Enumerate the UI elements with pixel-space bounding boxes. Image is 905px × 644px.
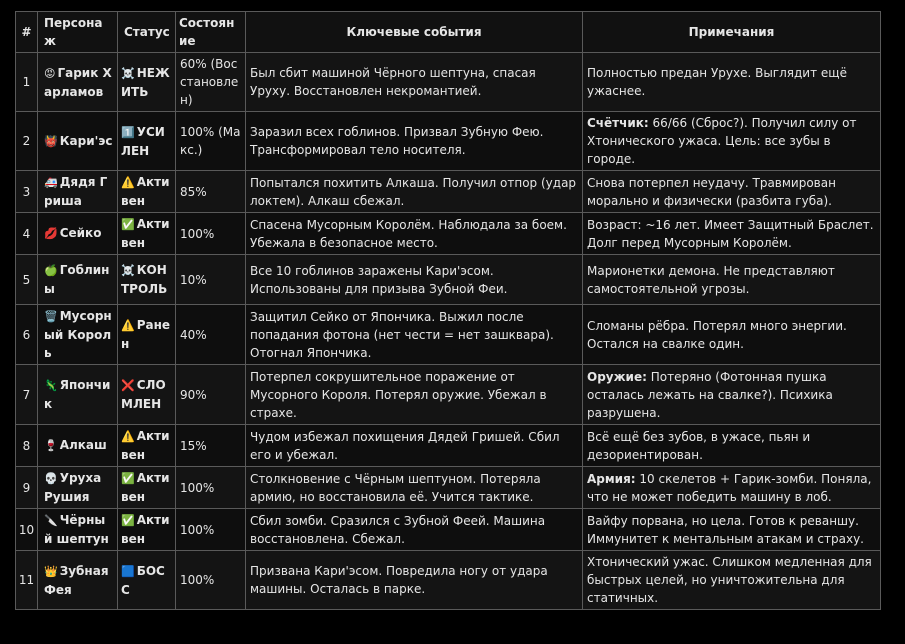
- status-label: Активен: [121, 217, 170, 250]
- character-status-table: [15, 11, 881, 610]
- state-value: 40%: [176, 305, 246, 365]
- status-label: Активен: [121, 175, 170, 208]
- table-row: [16, 467, 881, 509]
- notes-cell: [583, 425, 881, 467]
- character-emoji-icon: 💀: [44, 472, 58, 485]
- character-emoji-icon: 🗑️: [44, 310, 58, 323]
- notes-cell: [583, 509, 881, 551]
- status-emoji-icon: ✅: [121, 472, 135, 485]
- header-notes: Примечания: [583, 12, 881, 53]
- character-name-cell: [38, 255, 118, 305]
- notes-cell: [583, 551, 881, 610]
- key-events-text: Сбил зомби. Сразился с Зубной Феей. Машина восстановлена. Сбежал.: [246, 509, 583, 551]
- character-emoji-icon: 👹: [44, 134, 58, 148]
- status-emoji-icon: 1️⃣: [121, 125, 135, 139]
- state-value: 60% (Восстановлен): [176, 53, 246, 112]
- notes-text: 66/66 (Сброс?). Получил силу от Хтонического ужаса. Цель: все зубы в городе.: [587, 116, 857, 166]
- status-cell: [118, 551, 176, 610]
- notes-text: Вайфу порвана, но цела. Готов к реваншу. Иммунитет к ментальным атакам и страху.: [587, 513, 864, 546]
- row-number: 4: [16, 213, 38, 255]
- character-name: Зубная Фея: [44, 563, 109, 597]
- key-events-text: Призвана Кари'эсом. Повредила ногу от удара машины. Осталась в парке.: [246, 551, 583, 610]
- row-number: 8: [16, 425, 38, 467]
- state-value: 100% (Макс.): [176, 112, 246, 171]
- notes-key-label: Оружие:: [587, 369, 647, 384]
- status-cell: [118, 213, 176, 255]
- state-value: 100%: [176, 467, 246, 509]
- header-character: Персонаж: [38, 12, 118, 53]
- row-number: 7: [16, 365, 38, 425]
- notes-key-label: Счётчик:: [587, 116, 649, 130]
- character-name-cell: [38, 112, 118, 171]
- notes-text: Потеряно (Фотонная пушка осталась лежать на свалке?). Психика разрушена.: [587, 369, 833, 420]
- status-emoji-icon: ✅: [121, 514, 135, 527]
- status-cell: [118, 305, 176, 365]
- notes-text: Полностью предан Урухе. Выглядит ещё ужаснее.: [587, 66, 847, 98]
- status-emoji-icon: ⚠️: [121, 176, 135, 189]
- status-cell: [118, 425, 176, 467]
- status-cell: [118, 365, 176, 425]
- status-label: СЛОМЛЕН: [121, 378, 166, 411]
- table-row: [16, 305, 881, 365]
- table-row: [16, 171, 881, 213]
- notes-cell: [583, 305, 881, 365]
- character-emoji-icon: 😡: [44, 66, 56, 80]
- character-name-cell: [38, 171, 118, 213]
- notes-cell: [583, 53, 881, 112]
- row-number: 5: [16, 255, 38, 305]
- row-number: 10: [16, 509, 38, 551]
- state-value: 90%: [176, 365, 246, 425]
- character-name-cell: [38, 213, 118, 255]
- status-emoji-icon: ⚠️: [121, 319, 135, 332]
- character-name: Уруха Рушия: [44, 471, 102, 504]
- notes-text: Возраст: ~16 лет. Имеет Защитный Браслет. Долг перед Мусорным Королём.: [587, 217, 874, 250]
- status-label: НЕЖИТЬ: [121, 65, 170, 99]
- character-name: Сейко: [59, 226, 102, 240]
- notes-text: 10 скелетов + Гарик-зомби. Поняла, что не может победить машину в лоб.: [587, 471, 872, 504]
- status-label: КОНТРОЛЬ: [121, 263, 168, 296]
- row-number: 6: [16, 305, 38, 365]
- character-emoji-icon: 🔪: [44, 514, 58, 527]
- notes-cell: [583, 365, 881, 425]
- header-key-events: Ключевые события: [246, 12, 583, 53]
- character-name-cell: [38, 551, 118, 610]
- notes-cell: [583, 171, 881, 213]
- notes-cell: [583, 467, 881, 509]
- row-number: 1: [16, 53, 38, 112]
- status-label: Ранен: [121, 318, 171, 351]
- header-state: Состояние: [176, 12, 246, 53]
- status-emoji-icon: ❌: [121, 379, 135, 392]
- row-number: 11: [16, 551, 38, 610]
- character-name: Дядя Гриша: [44, 175, 108, 208]
- state-value: 85%: [176, 171, 246, 213]
- character-name: Алкаш: [59, 438, 107, 452]
- character-emoji-icon: 🚑: [44, 176, 58, 189]
- key-events-text: Спасена Мусорным Королём. Наблюдала за боем. Убежала в безопасное место.: [246, 213, 583, 255]
- table-body: [16, 53, 881, 610]
- notes-key-label: Армия:: [587, 471, 636, 486]
- status-label: БОСС: [121, 563, 165, 597]
- key-events-text: Столкновение с Чёрным шептуном. Потеряла армию, но восстановила её. Учится тактике.: [246, 467, 583, 509]
- key-events-text: Попытался похитить Алкаша. Получил отпор (удар локтем). Алкаш сбежал.: [246, 171, 583, 213]
- key-events-text: Потерпел сокрушительное поражение от Мусорного Короля. Потерял оружие. Убежал в страхе.: [246, 365, 583, 425]
- table-row: [16, 551, 881, 610]
- character-name-cell: [38, 509, 118, 551]
- status-emoji-icon: ✅: [121, 218, 135, 231]
- status-cell: [118, 509, 176, 551]
- notes-text: Всё ещё без зубов, в ужасе, пьян и дезориентирован.: [587, 429, 811, 462]
- status-label: Активен: [121, 471, 170, 504]
- character-emoji-icon: 💋: [44, 227, 58, 240]
- character-emoji-icon: 🍏: [44, 264, 58, 277]
- notes-text: Снова потерпел неудачу. Травмирован морально и физически (разбита губа).: [587, 175, 836, 208]
- status-emoji-icon: ☠️: [121, 66, 135, 80]
- status-emoji-icon: ⚠️: [121, 430, 135, 443]
- character-emoji-icon: 🦎: [44, 379, 58, 392]
- key-events-text: Все 10 гоблинов заражены Кари'эсом. Использованы для призыва Зубной Феи.: [246, 255, 583, 305]
- header-status: Статус: [118, 12, 176, 53]
- state-value: 10%: [176, 255, 246, 305]
- character-name-cell: [38, 305, 118, 365]
- table-row: [16, 213, 881, 255]
- status-label: УСИЛЕН: [121, 124, 165, 158]
- character-emoji-icon: 👑: [44, 564, 58, 578]
- status-label: Активен: [121, 429, 170, 462]
- row-number: 9: [16, 467, 38, 509]
- character-name: Япончик: [44, 378, 111, 411]
- character-name: Гоблины: [44, 263, 110, 296]
- character-name: Мусорный Король: [44, 309, 112, 360]
- key-events-text: Заразил всех гоблинов. Призвал Зубную Фею. Трансформировал тело носителя.: [246, 112, 583, 171]
- character-emoji-icon: 🍷: [44, 439, 58, 452]
- key-events-text: Защитил Сейко от Япончика. Выжил после попадания фотона (нет чести = нет зашквара). Отогнал Япончика.: [246, 305, 583, 365]
- table-row: [16, 112, 881, 171]
- table-row: [16, 365, 881, 425]
- table-row: [16, 425, 881, 467]
- status-cell: [118, 112, 176, 171]
- character-name: Кари'эс: [59, 133, 113, 148]
- notes-text: Марионетки демона. Не представляют самостоятельной угрозы.: [587, 263, 835, 296]
- character-name-cell: [38, 467, 118, 509]
- key-events-text: Был сбит машиной Чёрного шептуна, спасая Уруху. Восстановлен некромантией.: [246, 53, 583, 112]
- notes-text: Хтонический ужас. Слишком медленная для быстрых целей, но уничтожительна для статичных.: [587, 555, 872, 605]
- row-number: 3: [16, 171, 38, 213]
- status-cell: [118, 53, 176, 112]
- character-name: Чёрный шептун: [44, 513, 109, 546]
- key-events-text: Чудом избежал похищения Дядей Гришей. Сбил его и убежал.: [246, 425, 583, 467]
- state-value: 15%: [176, 425, 246, 467]
- state-value: 100%: [176, 509, 246, 551]
- table-header-row: [16, 12, 881, 53]
- header-num: #: [16, 12, 38, 53]
- notes-text: Сломаны рёбра. Потерял много энергии. Остался на свалке один.: [587, 318, 847, 351]
- table-row: [16, 509, 881, 551]
- table-row: [16, 53, 881, 112]
- state-value: 100%: [176, 213, 246, 255]
- character-name-cell: [38, 365, 118, 425]
- character-name-cell: [38, 425, 118, 467]
- notes-cell: [583, 112, 881, 171]
- notes-cell: [583, 213, 881, 255]
- status-cell: [118, 255, 176, 305]
- row-number: 2: [16, 112, 38, 171]
- status-cell: [118, 467, 176, 509]
- status-emoji-icon: ☠️: [121, 264, 135, 277]
- notes-cell: [583, 255, 881, 305]
- character-name-cell: [38, 53, 118, 112]
- character-name: Гарик Харламов: [44, 65, 112, 99]
- table-row: [16, 255, 881, 305]
- state-value: 100%: [176, 551, 246, 610]
- status-emoji-icon: 🟦: [121, 564, 135, 578]
- status-cell: [118, 171, 176, 213]
- status-label: Активен: [121, 513, 170, 546]
